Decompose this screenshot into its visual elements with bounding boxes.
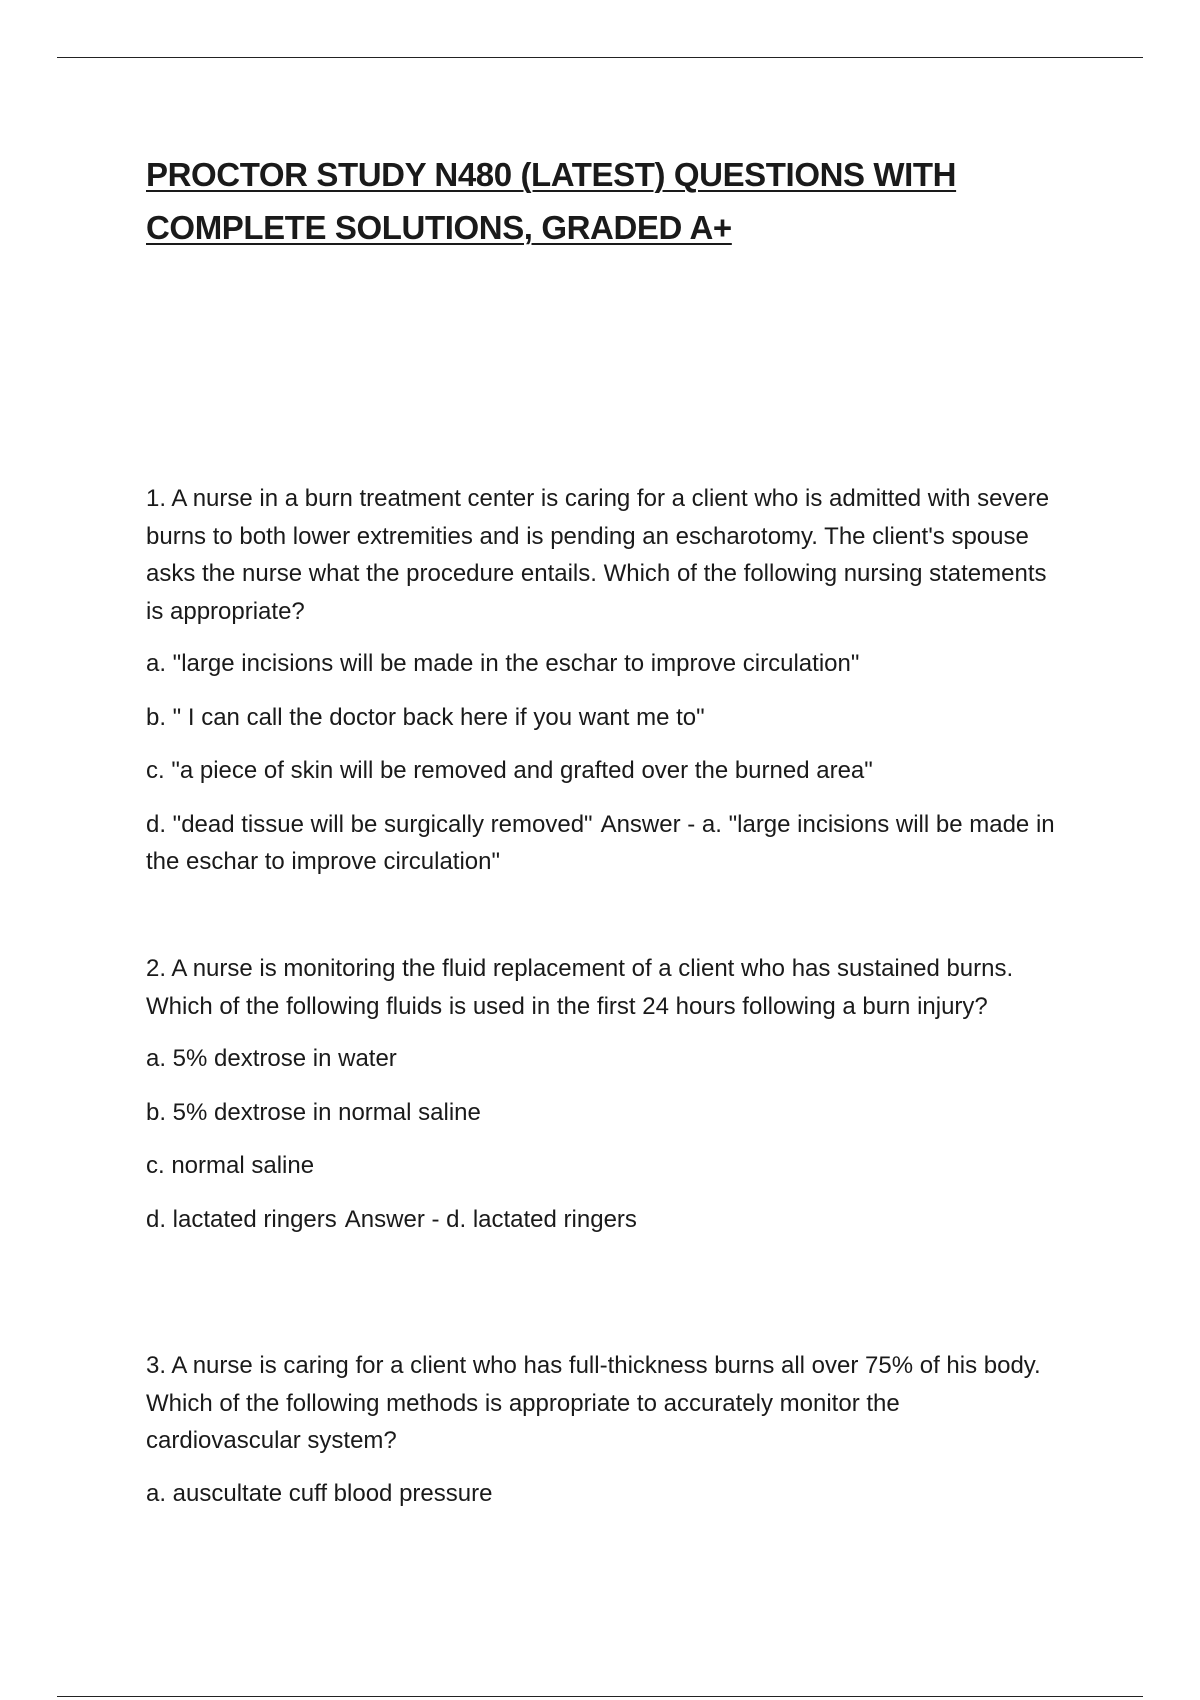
question-1 bbox=[146, 480, 1061, 881]
title-line-2: COMPLETE SOLUTIONS, GRADED A+ bbox=[146, 209, 732, 246]
option-c: c. "a piece of skin will be removed and grafted over the burned area" bbox=[146, 757, 873, 784]
option-d-with-answer bbox=[146, 806, 1061, 881]
option-d-with-answer bbox=[146, 1201, 1061, 1239]
option-a: a. 5% dextrose in water bbox=[146, 1045, 397, 1072]
option-a: a. auscultate cuff blood pressure bbox=[146, 1479, 493, 1507]
answer: Answer - d. lactated ringers bbox=[344, 1205, 637, 1233]
option-a: a. "large incisions will be made in the eschar to improve circulation" bbox=[146, 650, 860, 677]
title-line-1: PROCTOR STUDY N480 (LATEST) QUESTIONS WITH bbox=[146, 156, 957, 193]
option-d: d. "dead tissue will be surgically removed" bbox=[146, 810, 593, 838]
question-2 bbox=[146, 950, 1061, 1238]
option-b: b. 5% dextrose in normal saline bbox=[146, 1098, 481, 1126]
option-c: c. normal saline bbox=[146, 1152, 315, 1179]
option-d: d. lactated ringers bbox=[146, 1205, 337, 1233]
header-rule bbox=[57, 57, 1143, 58]
option-b: b. " I can call the doctor back here if you want me to" bbox=[146, 703, 705, 731]
footer-rule bbox=[57, 1696, 1143, 1697]
question-stem: 1. A nurse in a burn treatment center is caring for a client who is admitted with severe burns to both lower extremities and is pending an escharotomy. The client's spouse asks the nurse what the procedure entails. Which of the following nursing statements is appropriate? bbox=[146, 485, 1050, 625]
document-title bbox=[146, 148, 1046, 254]
question-stem: 3. A nurse is caring for a client who has full-thickness burns all over 75% of his body. Which of the following methods is appropriate to accurately monitor the cardiovascular system? bbox=[146, 1352, 1041, 1454]
question-3 bbox=[146, 1347, 1061, 1512]
question-stem: 2. A nurse is monitoring the fluid replacement of a client who has sustained burns. Which of the following fluids is used in the first 24 hours following a burn injury? bbox=[146, 955, 1014, 1020]
answer: Answer - a. "large incisions will be made in the eschar to improve circulation" bbox=[146, 810, 1055, 875]
